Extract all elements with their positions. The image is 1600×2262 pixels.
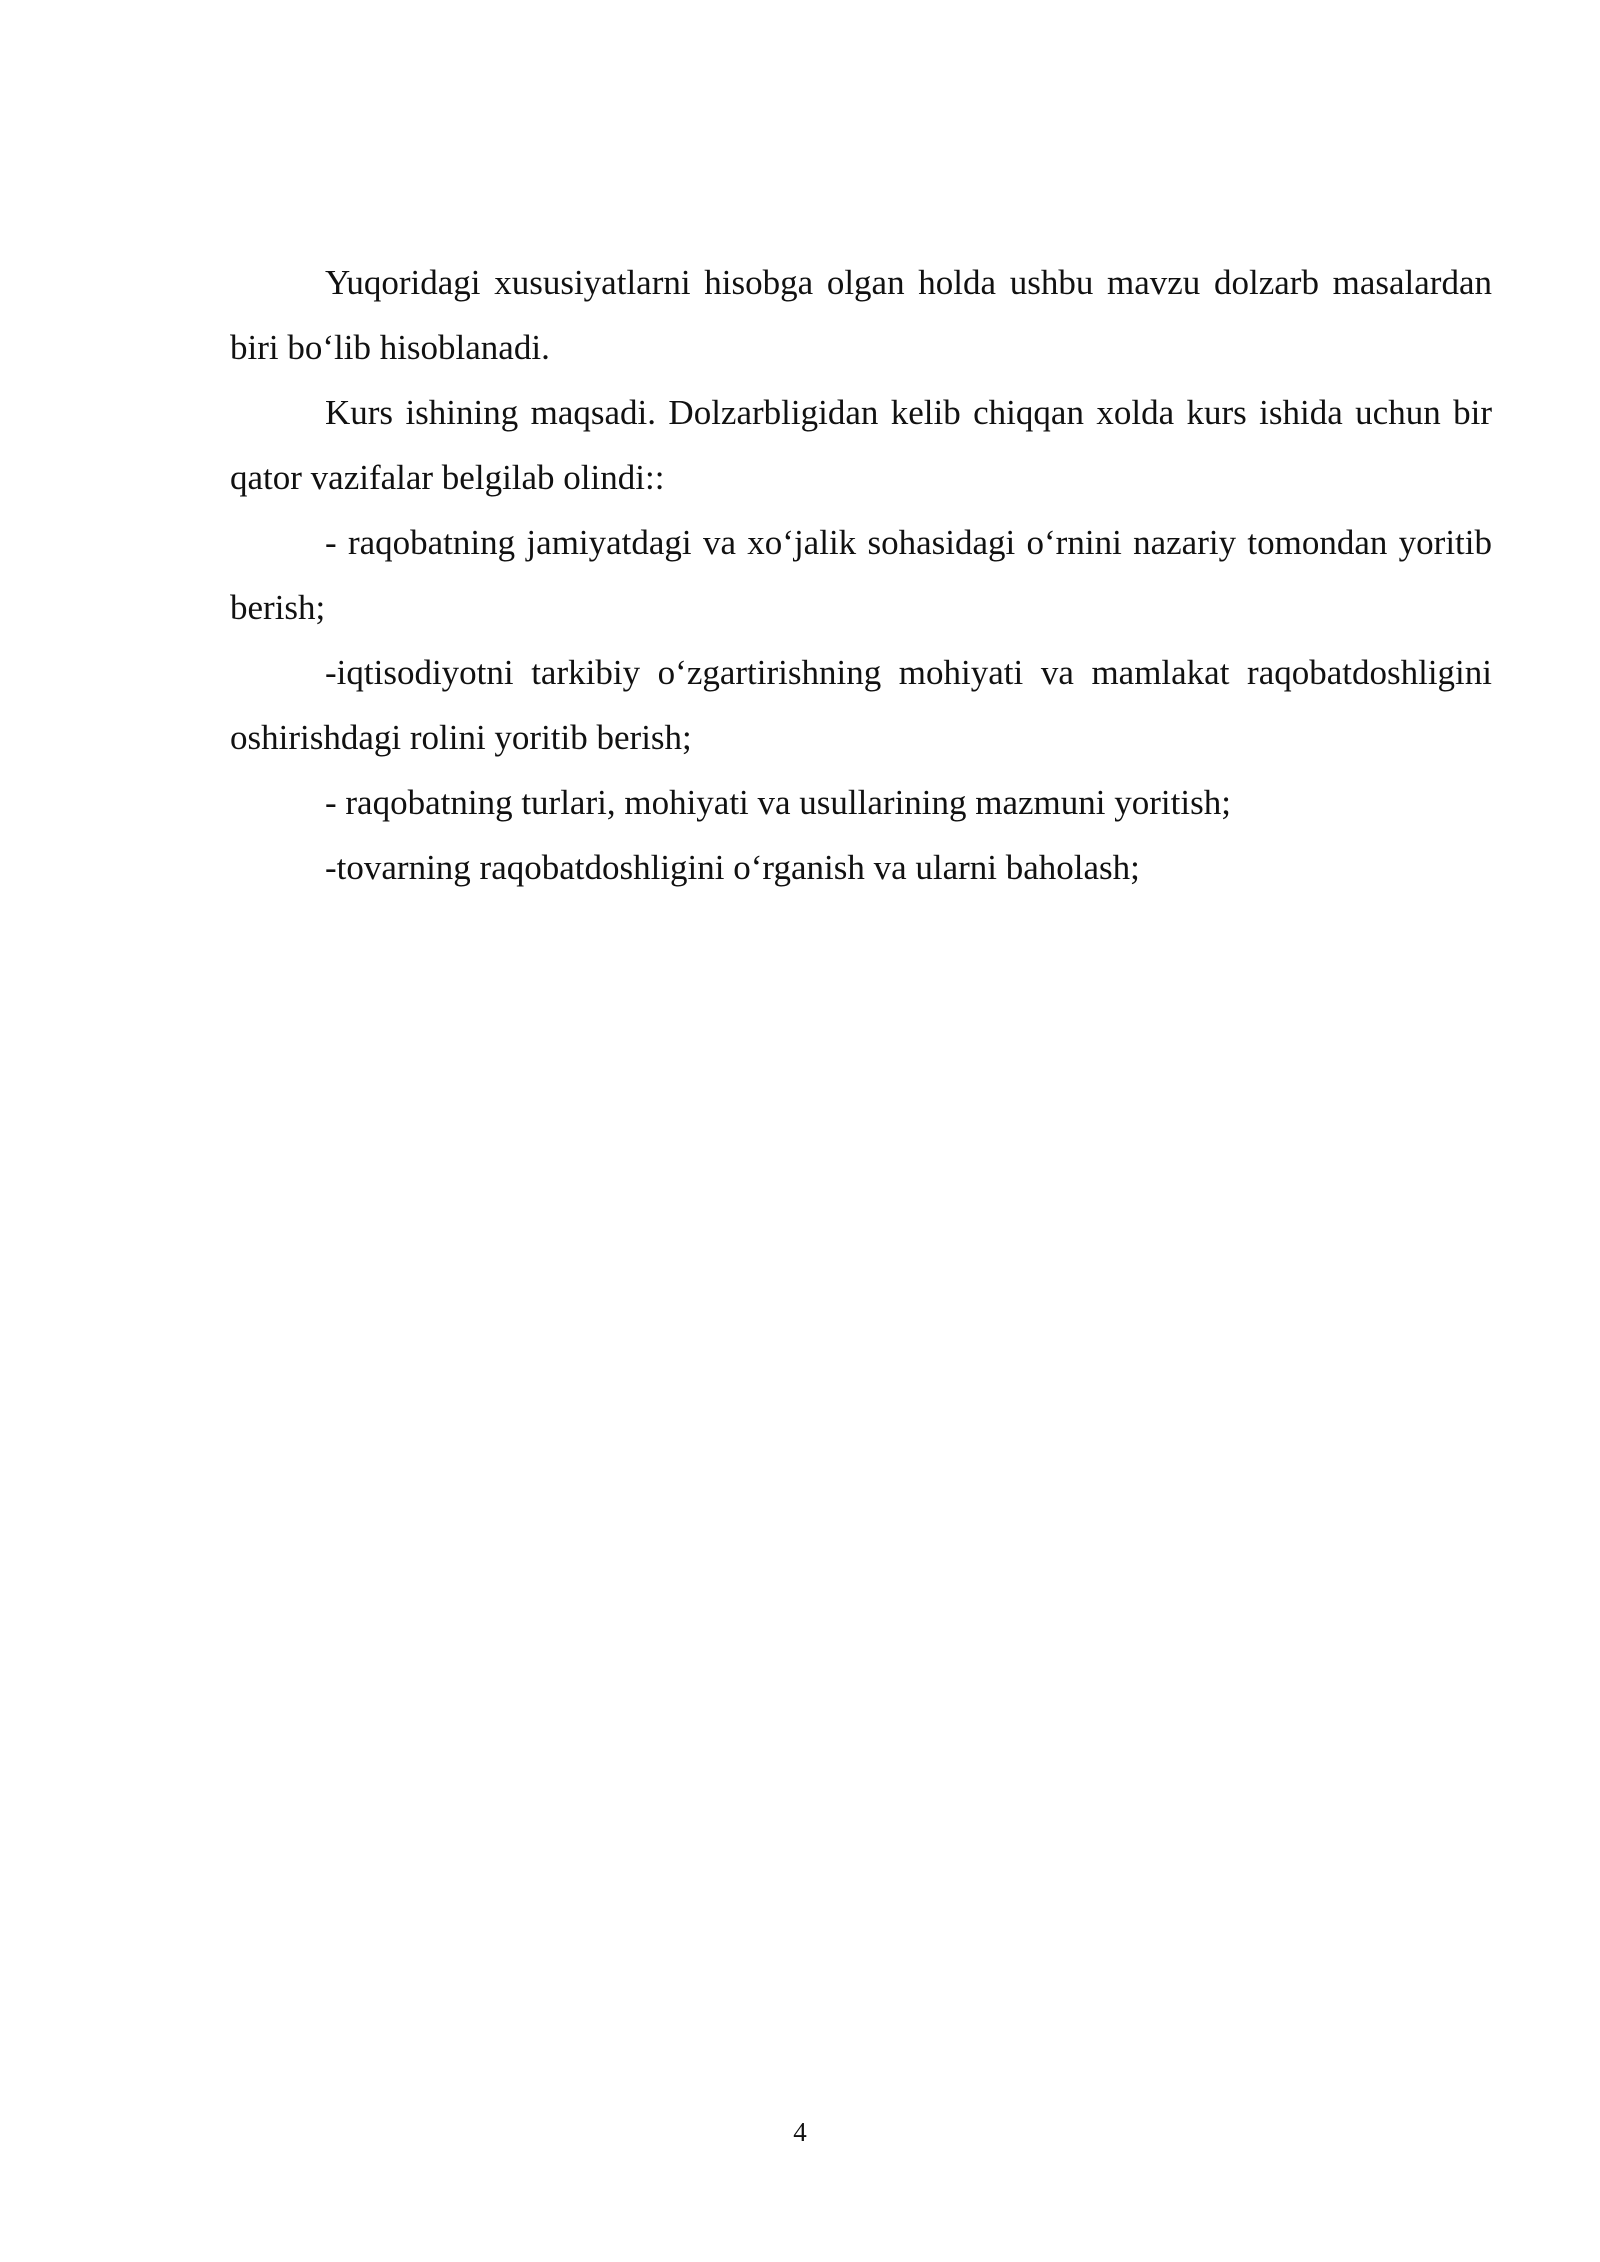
page-number: 4 <box>793 2117 807 2147</box>
paragraph-relevance: Yuqoridagi xususiyatlarni hisobga olgan holda ushbu mavzu dolzarb masalardan biri bo‘lib hisoblanadi. <box>230 263 1492 367</box>
paragraph-course-goal: Kurs ishining maqsadi. Dolzarbligidan kelib chiqqan xolda kurs ishida uchun bir qator vazifalar belgilab olindi:: <box>230 393 1492 497</box>
list-item-competition-types: - raqobatning turlari, mohiyati va usullarining mazmuni yoritish; <box>325 783 1231 822</box>
list-item-competition-role: - raqobatning jamiyatdagi va xo‘jalik sohasidagi o‘rnini nazariy tomondan yoritib berish; <box>230 523 1492 627</box>
list-item-product-competitiveness: -tovarning raqobatdoshligini o‘rganish va ularni baholash; <box>325 848 1140 887</box>
document-body <box>230 250 1492 900</box>
list-item-economic-transformation: -iqtisodiyotni tarkibiy o‘zgartirishning mohiyati va mamlakat raqobatdoshligini oshirishdagi rolini yoritib berish; <box>230 653 1492 757</box>
